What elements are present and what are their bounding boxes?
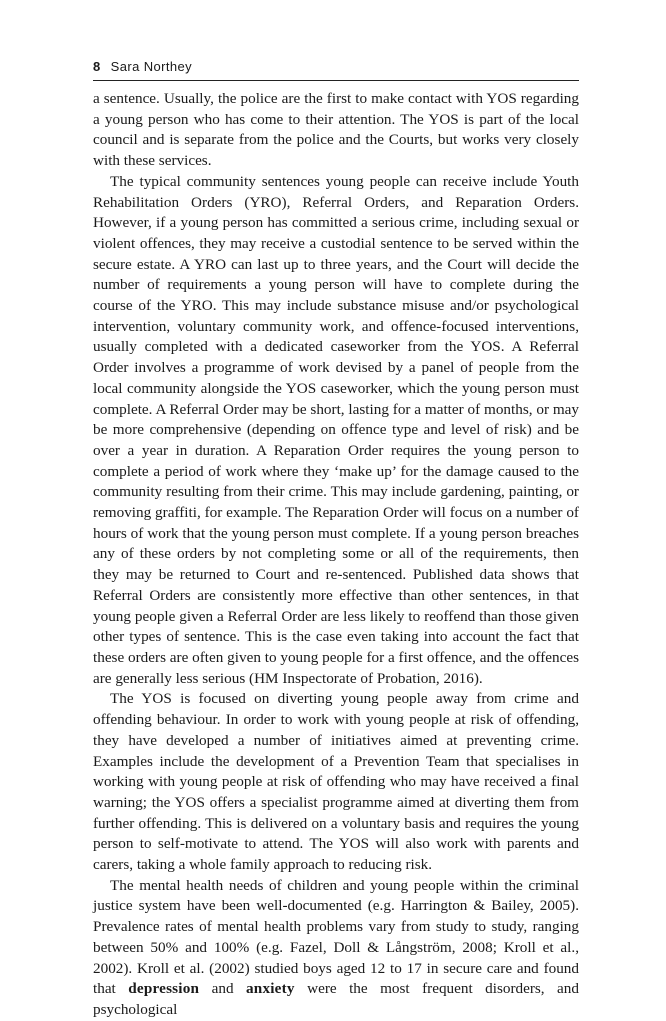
paragraph: The typical community sentences young people can receive include Youth Rehabilitation Orders (YRO), Referral Orders, and Reparation Orders. However, if a young person has committed a serious crime, including sexual or violent offences, they may receive a custodial sentence to be served within the secure estate. A YRO can last up to three years, and the Court will decide the number of requirements a young person will have to complete during the course of the YRO. This may include substance misuse and/or psychological intervention, voluntary community work, and offence-focused interventions, usually completed with a dedicated caseworker from the YOS. A Referral Order involves a programme of work devised by a panel of people from the local community alongside the YOS caseworker, which the young person must complete. A Referral Order may be short, lasting for a matter of months, or may be more comprehensive (depending on offence type and level of risk) and be over a year in duration. A Reparation Order requires the young person to complete a period of work where they ‘make up’ for the damage caused to the community resulting from their crime. This may include gardening, painting, or removing graffiti, for example. The Reparation Order will focus on a number of hours of work that the young person must complete. If a young person breaches any of these orders by not completing some or all of the requirements, then they may be returned to Court and re-sentenced. Published data shows that Referral Orders are consistently more effective than other sentences, in that young people given a Referral Order are less likely to reoffend than those given other types of sentence. This is the case even taking into account the fact that these orders are often given to young people for a first offence, and the offences are generally less serious (HM Inspectorate of Probation, 2016). <box>93 172 579 687</box>
paragraph-text: and <box>199 980 247 998</box>
glossary-term-depression: depression <box>128 980 200 998</box>
running-header <box>93 59 579 74</box>
header-rule <box>93 80 579 81</box>
paragraph-text: were the most frequent disorders, and psychological <box>93 980 579 1018</box>
author-name: Sara Northey <box>110 59 193 74</box>
page-number: 8 <box>93 59 101 74</box>
paragraph: a sentence. Usually, the police are the first to make contact with YOS regarding a young person who has come to their attention. The YOS is part of the local council and is separate from the police and the Courts, but works very closely with these services. <box>93 90 579 170</box>
paragraph: The YOS is focused on diverting young people away from crime and offending behaviour. In order to work with young people at risk of offending, they have developed a number of initiatives aimed at preventing crime. Examples include the development of a Prevention Team that specialises in working with young people at risk of offending who may have received a final warning; the YOS offers a specialist programme aimed at diverting them from further offending. This is delivered on a voluntary basis and requires the young person to self-motivate to attend. The YOS will also work with parents and carers, taking a whole family approach to reducing risk. <box>93 690 579 874</box>
paragraph <box>93 876 579 1021</box>
body-text <box>93 89 579 1021</box>
glossary-term-anxiety: anxiety <box>246 980 295 998</box>
paragraph-text: The mental health needs of children and young people within the criminal justice system have been well-documented (e.g. Harrington & Bailey, 2005). Prevalence rates of mental health problems vary from study to study, ranging between 50% and 100% (e.g. Fazel, Doll & Långström, 2008; Kroll et al., 2002). Kroll et al. (2002) studied boys aged 12 to 17 in secure care and found that <box>93 876 579 998</box>
